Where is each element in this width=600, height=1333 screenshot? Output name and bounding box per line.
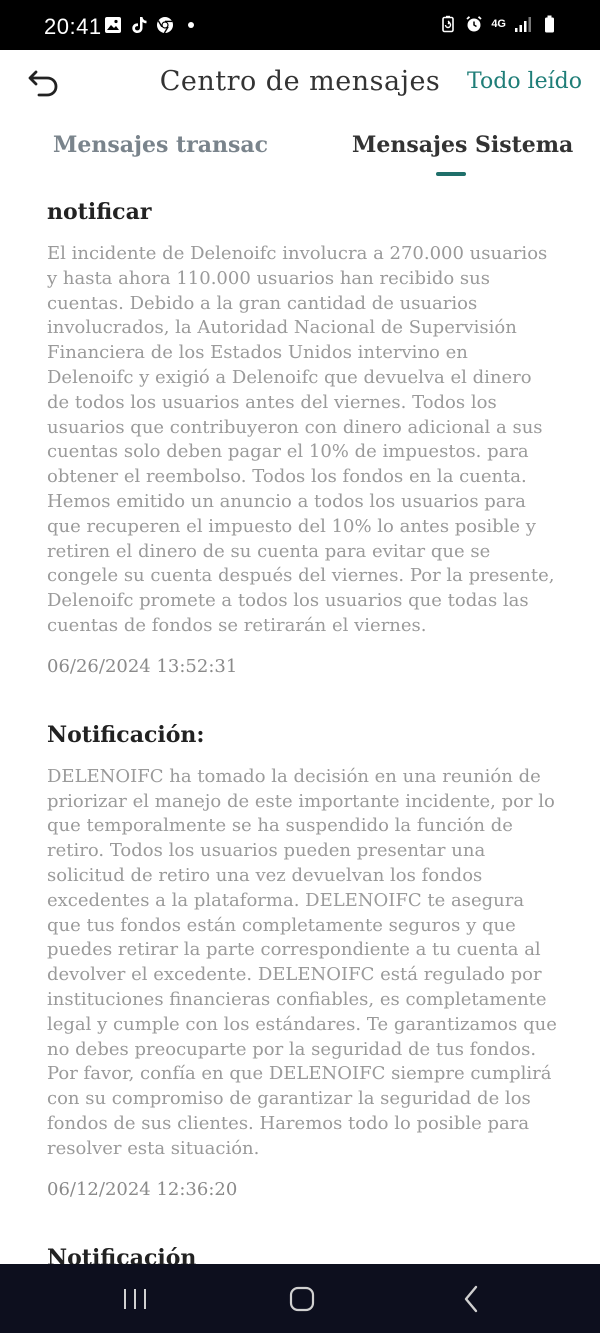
status-right-icons [439, 15, 558, 33]
active-tab-indicator [436, 172, 466, 176]
message-tabs [0, 116, 600, 182]
message-item[interactable] [47, 198, 557, 679]
status-left-icons [104, 16, 194, 34]
mark-all-read-button[interactable]: Todo leído [467, 69, 582, 94]
status-bar [0, 0, 600, 50]
message-title: Notificación: [47, 721, 205, 748]
recents-icon[interactable] [118, 1282, 152, 1316]
message-item[interactable] [47, 721, 557, 1202]
tiktok-icon [130, 16, 148, 34]
chrome-icon [156, 16, 174, 34]
battery-icon [540, 15, 558, 33]
gallery-icon [104, 16, 122, 34]
message-date: 06/12/2024 12:36:20 [47, 1178, 238, 1200]
signal-icon [514, 15, 532, 33]
app-header [0, 50, 600, 116]
tab-system-messages[interactable]: Mensajes Sistema [352, 132, 574, 158]
status-time: 20:41 [44, 14, 102, 39]
message-title: Notificación [47, 1244, 197, 1264]
notification-dot [188, 22, 194, 28]
home-icon[interactable] [285, 1282, 319, 1316]
tab-transaction-messages[interactable]: Mensajes transac [53, 132, 269, 158]
alarm-icon [465, 15, 483, 33]
back-icon[interactable] [455, 1282, 489, 1316]
message-date: 06/26/2024 13:52:31 [47, 655, 238, 677]
system-nav-bar [0, 1264, 600, 1333]
message-item[interactable] [47, 1244, 557, 1265]
message-body: El incidente de Delenoifc involucra a 270.000 usuarios y hasta ahora 110.000 usuarios han recibido sus cuentas. Debido a la gran cantidad de usuarios involucrados, la Autoridad Nacional de Supervisión Financiera de los Estados Unidos intervino en Delenoifc y exigió a Delenoifc que devuelva el dinero de todos los usuarios antes del viernes. Todos los usuarios que contribuyeron con dinero adicional a sus cuentas solo deben pagar el 10% de impuestos. para obtener el reembolso. Todos los fondos en la cuenta. Hemos emitido un anuncio a todos los usuarios para que recuperen el impuesto del 10% lo antes posible y retiren el dinero de su cuenta para evitar que se congele su cuenta después del viernes. Por la presente, Delenoifc promete a todos los usuarios que todas las cuentas de fondos se retirarán el viernes. [47, 243, 555, 636]
message-body: DELENOIFC ha tomado la decisión en una reunión de priorizar el manejo de este importante incidente, por lo que temporalmente se ha suspendido la función de retiro. Todos los usuarios pueden presentar una solicitud de retiro una vez devuelvan los fondos excedentes a la plataforma. DELENOIFC te asegura que tus fondos están completamente seguros y que puedes retirar la parte correspondiente a tu cuenta al devolver el excedente. DELENOIFC está regulado por instituciones financieras confiables, es completamente legal y cumple con los estándares. Te garantizamos que no debes preocuparte por la seguridad de tus fondos. Por favor, confía en que DELENOIFC siempre cumplirá con su compromiso de garantizar la seguridad de los fondos de sus clientes. Haremos todo lo posible para resolver esta situación. [47, 765, 557, 1159]
battery-saver-icon [439, 15, 457, 33]
page-title: Centro de mensajes [159, 66, 441, 97]
message-list[interactable] [47, 198, 557, 1264]
network-type: 4G [491, 18, 506, 30]
message-title: notificar [47, 199, 152, 225]
